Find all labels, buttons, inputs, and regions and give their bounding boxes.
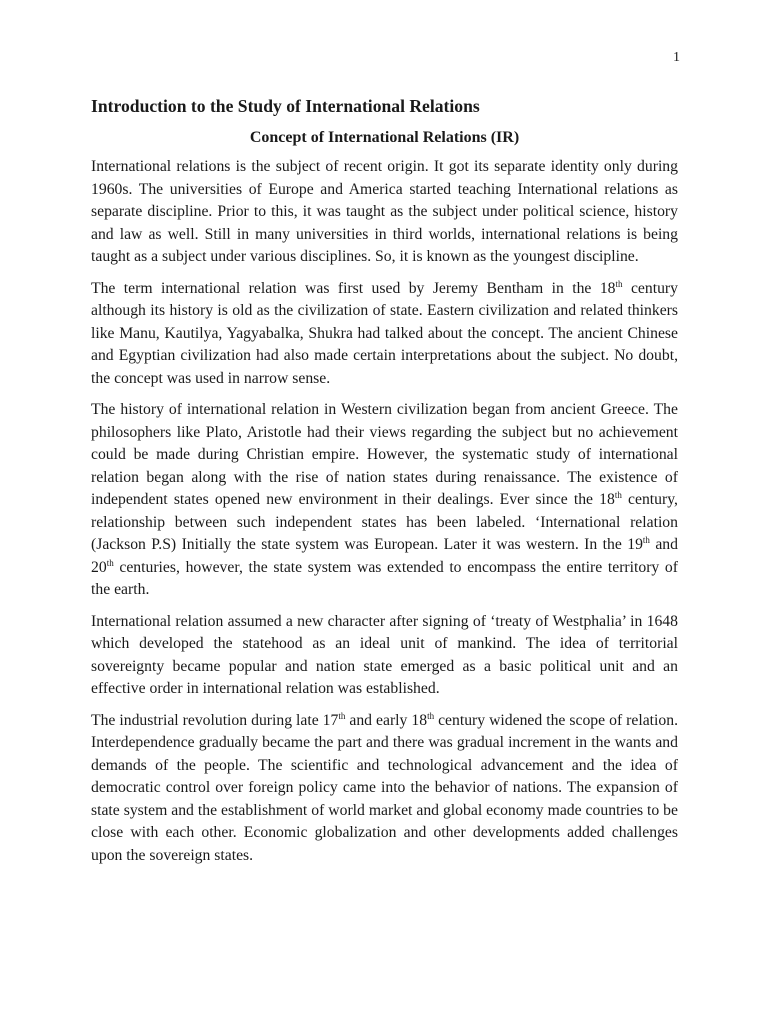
paragraph-5 (91, 710, 678, 868)
paragraph-3-text: centuries, however, the state system was extended to encompass the entire territory of the earth. (91, 558, 678, 598)
document-body (91, 94, 678, 876)
paragraph-3-text: and 20 (91, 536, 678, 576)
paragraph-5-text: and early 18 (345, 711, 428, 729)
paragraph-5-text: century widened the scope of relation. Interdependence gradually became the part and there was gradual increment in the wants and demands of the people. The scientific and technological advancement and the idea of democratic control over foreign policy came into the behavior of nations. The expansion of state system and the establishment of world market and global economy made countries to be close with each other. Economic globalization and other developments added challenges upon the sovereign states. (91, 711, 678, 864)
paragraph-3-text: century, relationship between such independent states has been labeled. ‘International relation (Jackson P.S) Initially the state system was European. Later it was western. In the 19 (91, 491, 678, 553)
superscript: th (642, 534, 650, 545)
superscript: th (427, 710, 435, 721)
paragraph-2-text: The term international relation was first used by Jeremy Bentham in the 18 (91, 279, 616, 297)
paragraph-5-text: The industrial revolution during late 17 (91, 711, 339, 729)
superscript: th (615, 278, 623, 289)
superscript: th (338, 710, 346, 721)
paragraph-2-text: century although its history is old as the civilization of state. Eastern civilization and related thinkers like Manu, Kautilya, Yagyabalka, Shukra had talked about the concept. The ancient Chinese and Egyptian civilization had also made certain interpretations about the subject. No doubt, the concept was used in narrow sense. (91, 279, 678, 387)
paragraph-3 (91, 399, 678, 602)
page-number: 1 (673, 50, 680, 65)
section-title: Concept of International Relations (IR) (249, 129, 520, 146)
document-title: Introduction to the Study of International Relations (91, 96, 480, 116)
paragraph-2 (91, 278, 678, 391)
paragraph-3-text: The history of international relation in Western civilization began from ancient Greece. The philosophers like Plato, Aristotle had their views regarding the subject but no achievement could be made during Christian empire. However, the systematic study of international relation began along with the rise of nation states during renaissance. The existence of independent states opened new environment in their dealings. Ever since the 18 (91, 401, 678, 508)
superscript: th (614, 489, 622, 500)
paragraph-4: International relation assumed a new character after signing of ‘treaty of Westphalia’ in 1648 which developed the statehood as an ideal unit of mankind. The idea of territorial sovereignty became popular and nation state emerged as a basic political unit and an effective order in international relation was established. (91, 612, 678, 697)
superscript: th (106, 557, 114, 568)
paragraph-1: International relations is the subject of recent origin. It got its separate identity only during 1960s. The universities of Europe and America started teaching International relations as separate discipline. Prior to this, it was taught as the subject under political science, history and law as well. Still in many universities in third worlds, international relations is being taught as a subject under various disciplines. So, it is known as the youngest discipline. (91, 158, 678, 265)
